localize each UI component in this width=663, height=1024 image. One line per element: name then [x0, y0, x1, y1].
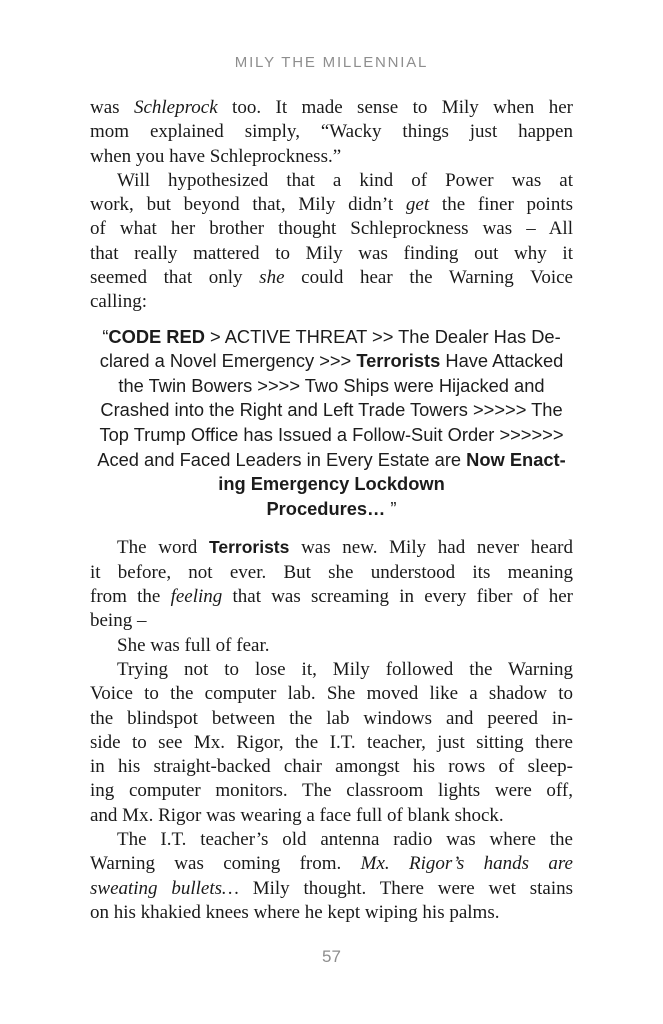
- text: mom explained simply, “Wacky things just happen: [90, 121, 573, 143]
- text-line: [90, 398, 573, 423]
- text: too. It made sense to Mily when her: [217, 97, 573, 118]
- italic-text: she: [259, 267, 285, 289]
- text-line: [90, 374, 573, 399]
- paragraph: [90, 828, 573, 925]
- text-line: [90, 169, 573, 193]
- text-line: [90, 682, 573, 706]
- bold-text: CODE RED: [108, 325, 205, 347]
- bold-text: Procedures…: [266, 497, 386, 519]
- text-line: [90, 609, 573, 633]
- text: work, but beyond that, Mily didn’t: [90, 194, 406, 216]
- paragraph: [90, 658, 573, 828]
- paragraph: [90, 169, 573, 315]
- text: could hear the Warning Voice: [284, 267, 573, 289]
- text-line: [90, 828, 573, 852]
- text-line: [90, 755, 573, 779]
- text-line: [90, 349, 573, 374]
- text-line: [90, 120, 573, 144]
- text: Warning was coming from.: [90, 853, 361, 875]
- italic-text: feeling: [170, 586, 223, 608]
- text: being –: [90, 610, 147, 632]
- text-line: [90, 634, 573, 658]
- text: Mily thought. There were wet stains: [238, 877, 573, 899]
- text-line: [90, 423, 573, 448]
- text: > ACTIVE THREAT >> The Dealer Has De-: [204, 325, 561, 347]
- page-number: 57: [322, 947, 341, 966]
- text: ”: [385, 497, 397, 519]
- bold-text: Now Enact-: [466, 448, 566, 470]
- text-line: [90, 877, 573, 901]
- text: was new. Mily had never heard: [289, 537, 573, 559]
- text-line: [90, 707, 573, 731]
- text-line: [90, 731, 573, 755]
- text-line: [90, 497, 573, 522]
- text-line: [90, 266, 573, 290]
- text-line: [90, 145, 573, 169]
- running-header: MILY THE MILLENNIAL: [234, 54, 429, 71]
- text: the finer points: [429, 194, 574, 216]
- text: of what her brother thought Schleprockness was – All: [90, 218, 573, 240]
- text-line: [90, 779, 573, 803]
- text: seemed that only: [90, 267, 260, 289]
- text: and Mx. Rigor was wearing a face full of blank shock.: [90, 804, 504, 826]
- text: that was screaming in every fiber of her: [222, 586, 573, 608]
- text-line: [90, 901, 573, 925]
- text: Aced and Faced Leaders in Every Estate are: [97, 448, 467, 470]
- text: that really mattered to Mily was finding out why it: [90, 242, 573, 264]
- text-line: [90, 448, 573, 473]
- text: from the: [90, 586, 171, 608]
- bold-text: Terrorists: [356, 350, 441, 372]
- italic-text: Schleprock: [133, 97, 218, 118]
- text-line: [90, 217, 573, 241]
- text: clared a Novel Emergency >>>: [99, 350, 357, 372]
- text: Have Attacked: [440, 350, 564, 372]
- text-line: [90, 585, 573, 609]
- text: ing computer monitors. The classroom lights were off,: [90, 780, 573, 802]
- page-text: [90, 96, 573, 925]
- text-line: [90, 658, 573, 682]
- text-line: [90, 535, 573, 560]
- bold-text: ing Emergency Lockdown: [218, 473, 445, 495]
- text-line: [90, 472, 573, 497]
- text-line: [90, 325, 573, 350]
- warning-voice-quote: [90, 325, 573, 522]
- text: the blindspot between the lab windows and peered in-: [90, 707, 573, 729]
- bold-text: Terrorists: [208, 537, 290, 558]
- text: when you have Schleprockness.”: [90, 145, 342, 167]
- paragraph: [90, 535, 573, 633]
- text-line: [90, 242, 573, 266]
- text: Crashed into the Right and Left Trade Towers >>>>> The: [100, 399, 563, 421]
- text: calling:: [90, 291, 147, 313]
- text-line: [90, 804, 573, 828]
- text: Trying not to lose it, Mily followed the Warning: [117, 658, 573, 680]
- text: The I.T. teacher’s old antenna radio was where the: [117, 828, 573, 850]
- text-line: [90, 290, 573, 314]
- text: the Twin Bowers >>>> Two Ships were Hijacked and: [118, 374, 545, 396]
- text: on his khakied knees where he kept wiping his palms.: [90, 901, 500, 923]
- paragraph: [90, 96, 573, 169]
- text: She was full of fear.: [117, 634, 270, 656]
- italic-text: sweating bullets…: [90, 877, 239, 899]
- italic-text: get: [405, 194, 430, 216]
- text: side to see Mx. Rigor, the I.T. teacher, just sitting there: [90, 731, 573, 753]
- text: Voice to the computer lab. She moved like a shadow to: [90, 683, 573, 705]
- text: it before, not ever. But she understood its meaning: [90, 561, 573, 583]
- text: The word: [117, 537, 209, 559]
- text-line: [90, 852, 573, 876]
- text: in his straight-backed chair amongst his rows of sleep-: [90, 756, 573, 778]
- text-line: [90, 96, 573, 120]
- text: Top Trump Office has Issued a Follow-Suit Order >>>>>>: [99, 424, 564, 446]
- italic-text: Mx. Rigor’s hands are: [360, 853, 573, 875]
- text-line: [90, 561, 573, 585]
- text: Will hypothesized that a kind of Power was at: [117, 169, 573, 191]
- text: was: [90, 97, 134, 118]
- text: “: [102, 325, 109, 347]
- paragraph: [90, 634, 573, 658]
- text-line: [90, 193, 573, 217]
